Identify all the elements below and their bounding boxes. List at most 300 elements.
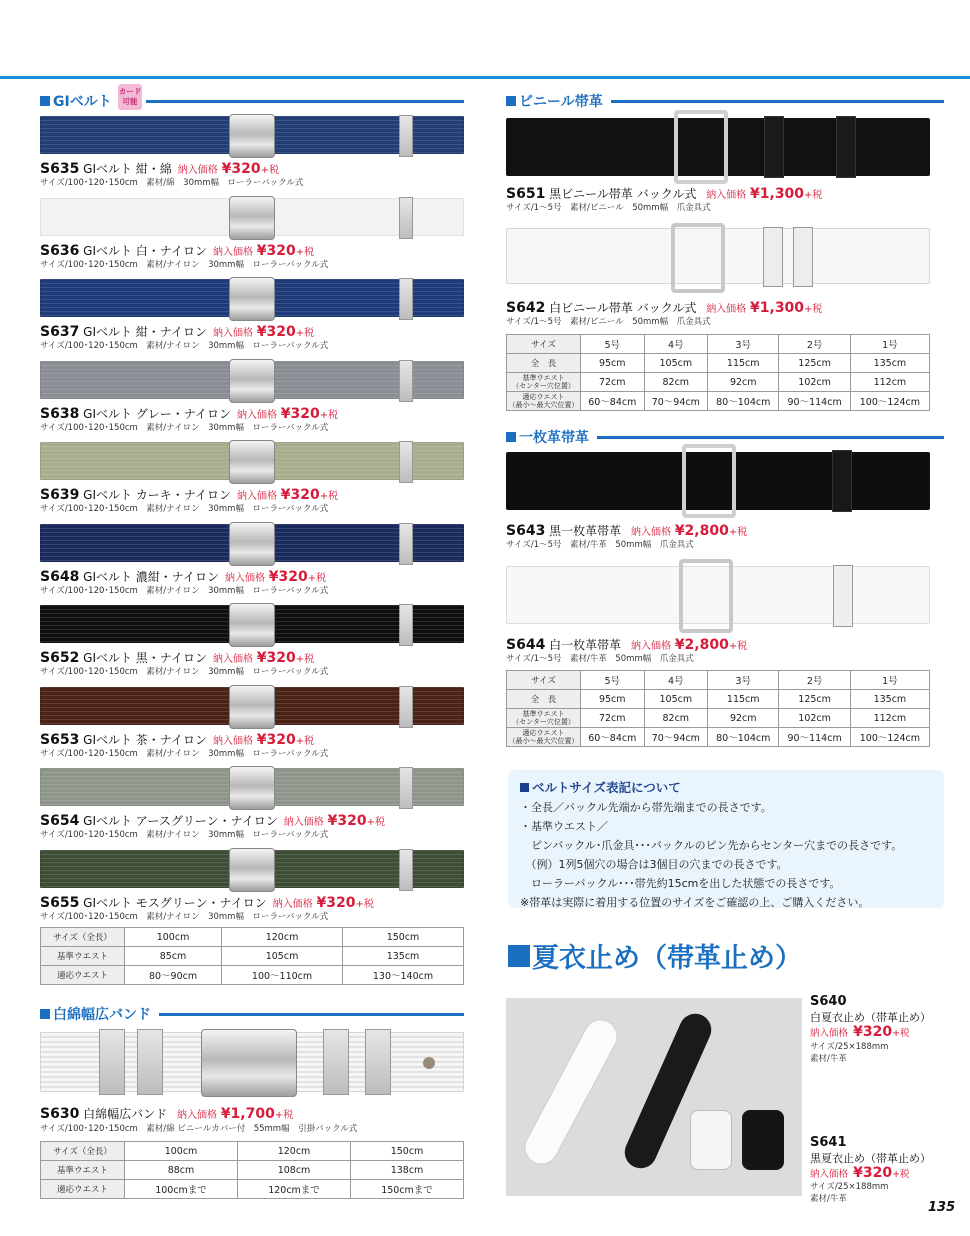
belt-image [40, 361, 464, 399]
product-spec: サイズ/1〜5号 素材/牛革 50mm幅 爪金具式 [506, 540, 694, 550]
badge-line: カード [118, 87, 142, 96]
product-name [40, 405, 338, 422]
product-name [40, 649, 314, 666]
product-name-s644 [506, 636, 747, 653]
price-label: 納入価格 [706, 304, 747, 315]
table-header: 150cm [351, 1142, 464, 1161]
table-header: 100cm [125, 928, 222, 947]
product-code: S637 [40, 324, 80, 340]
table-cell: 92cm [708, 373, 779, 392]
section-title: 一枚革帯革 [519, 430, 589, 446]
belt-image [40, 605, 464, 643]
product-code: S643 [506, 523, 546, 539]
price-value: ¥320 [853, 1165, 893, 1181]
belt-loop [399, 686, 413, 728]
table-header: 3号 [708, 671, 779, 690]
product-code: S654 [40, 813, 80, 829]
table-row [507, 392, 930, 411]
belt-buckle [229, 522, 275, 566]
product-code: S639 [40, 487, 80, 503]
belt-buckle [674, 110, 728, 184]
vinyl-size-table [506, 334, 930, 411]
table-header: 5号 [581, 335, 645, 354]
table-cell: 125cm [779, 690, 850, 709]
tax-label: +税 [295, 736, 315, 747]
black-clip-loop [742, 1110, 784, 1170]
price-label: 納入価格 [212, 736, 253, 747]
belt-loop [399, 604, 413, 646]
badge-line: 可能 [122, 97, 138, 106]
product-spec: サイズ/100･120･150cm 素材/綿 ビニールカバー付 55mm幅 引掛バックル式 [40, 1124, 358, 1134]
price-value: ¥1,300 [750, 300, 805, 316]
belt-buckle [201, 1029, 297, 1097]
table-header: サイズ（全長） [41, 928, 125, 947]
white-clip-image [518, 1013, 623, 1170]
note-line: ピンバックル･爪金具･･･バックルのピン先からセンター穴までの長さです。 [520, 839, 903, 852]
section-title: GIベルト [53, 94, 112, 110]
table-header: 4号 [644, 671, 708, 690]
table-cell: 70〜94cm [644, 392, 708, 411]
note-line: ・基準ウエスト／ [520, 820, 608, 833]
table-cell: 108cm [238, 1161, 351, 1180]
table-row [507, 373, 930, 392]
product-name [40, 242, 314, 259]
table-cell: 基準ウエスト [41, 947, 125, 966]
product-title: GIベルト 茶・ナイロン [83, 733, 207, 747]
table-cell: 90〜114cm [779, 728, 850, 747]
section-heading-white-cotton [40, 1005, 464, 1023]
price-value: ¥320 [221, 161, 261, 177]
belt-buckle [229, 766, 275, 810]
price-s641 [810, 1162, 910, 1181]
belt-loop [763, 227, 783, 287]
tax-label: +税 [804, 304, 823, 315]
row-label: （センター穴位置） [512, 718, 575, 726]
s630-size-table [40, 1141, 464, 1199]
product-code: S636 [40, 243, 80, 259]
product-title: GIベルト モスグリーン・ナイロン [83, 896, 267, 910]
belt-loop [399, 849, 413, 891]
price-value: ¥2,800 [674, 523, 729, 539]
table-cell: 120cmまで [238, 1180, 351, 1199]
product-spec: サイズ/100･120･150cm 素材/ナイロン 30mm幅 ローラーバックル式 [40, 423, 329, 433]
belt-loop [365, 1029, 391, 1095]
section-heading-vinyl [506, 92, 944, 110]
heading-square-icon [508, 945, 530, 967]
table-cell: 72cm [581, 709, 645, 728]
heading-square-icon [506, 432, 516, 442]
belt-loop [793, 227, 813, 287]
table-header: サイズ [507, 671, 581, 690]
product-title: GIベルト 紺・綿 [83, 162, 172, 176]
product-title: 黒一枚革帯革 [549, 524, 622, 538]
product-code: S653 [40, 732, 80, 748]
table-cell: 100〜124cm [850, 392, 929, 411]
belt-buckle [229, 440, 275, 484]
table-header: 2号 [779, 335, 850, 354]
tax-label: +税 [804, 190, 823, 201]
table-row [41, 1161, 464, 1180]
belt-buckle [682, 444, 736, 518]
belt-image [40, 850, 464, 888]
belt-loop [833, 565, 853, 627]
belt-buckle [229, 359, 275, 403]
belt-buckle [229, 685, 275, 729]
row-label: 適応ウエスト [522, 393, 565, 401]
belt-loop [399, 767, 413, 809]
belt-buckle [671, 223, 725, 293]
belt-buckle [229, 114, 275, 158]
price-label: 納入価格 [176, 1110, 217, 1121]
table-cell: 105cm [644, 354, 708, 373]
price-value: ¥320 [280, 406, 320, 422]
price-label: 納入価格 [236, 491, 277, 502]
table-row [41, 1180, 464, 1199]
price-value: ¥320 [853, 1024, 893, 1040]
belt-loop [137, 1029, 163, 1095]
note-line: ローラーバックル･･･帯先約15cmを出した状態での長さです。 [520, 877, 841, 890]
belt-image [40, 442, 464, 480]
product-name [40, 486, 338, 503]
product-spec: サイズ/1〜5号 素材/ビニール 50mm幅 爪金具式 [506, 203, 711, 213]
table-cell [507, 728, 581, 747]
product-name [40, 323, 314, 340]
price-label: 納入価格 [706, 190, 747, 201]
table-row [41, 966, 464, 985]
belt-size-note [508, 770, 944, 908]
table-cell: 100〜110cm [222, 966, 343, 985]
product-code: S651 [506, 186, 546, 202]
price-label: 納入価格 [272, 899, 313, 910]
price-value: ¥1,300 [750, 186, 805, 202]
table-cell: 150cmまで [351, 1180, 464, 1199]
product-title: GIベルト カーキ・ナイロン [83, 488, 231, 502]
table-header: 120cm [222, 928, 343, 947]
belt-image [40, 116, 464, 154]
price-value: ¥320 [280, 487, 320, 503]
product-name [40, 894, 374, 911]
tax-label: +税 [307, 573, 327, 584]
price-label: 納入価格 [810, 1169, 849, 1180]
belt-loop [832, 450, 852, 512]
leather-size-table [506, 670, 930, 747]
product-spec: サイズ/100･120･150cm 素材/ナイロン 30mm幅 ローラーバックル式 [40, 912, 329, 922]
belt-image [40, 279, 464, 317]
price-label: 納入価格 [212, 654, 253, 665]
product-spec: サイズ/100･120･150cm 素材/ナイロン 30mm幅 ローラーバックル式 [40, 667, 329, 677]
price-s640 [810, 1021, 910, 1040]
product-spec: サイズ/25×188mm [810, 1182, 889, 1192]
table-row [41, 1142, 464, 1161]
table-row [507, 728, 930, 747]
product-code: S644 [506, 637, 546, 653]
table-header: 120cm [238, 1142, 351, 1161]
price-value: ¥320 [327, 813, 367, 829]
table-cell [507, 373, 581, 392]
price-label: 納入価格 [810, 1028, 849, 1039]
product-code: S642 [506, 300, 546, 316]
tax-label: +税 [728, 641, 748, 652]
summer-clip-photo [506, 998, 802, 1196]
table-cell: 95cm [581, 354, 645, 373]
price-value: ¥2,800 [674, 637, 729, 653]
belt-loop [836, 116, 856, 178]
note-title: ベルトサイズ表記について [532, 780, 681, 795]
table-row [41, 928, 464, 947]
table-header: 3号 [708, 335, 779, 354]
product-spec: サイズ/1〜5号 素材/牛革 50mm幅 爪金具式 [506, 654, 694, 664]
table-cell [507, 709, 581, 728]
belt-loop [399, 115, 413, 157]
product-name-s630 [40, 1105, 293, 1122]
note-line: ※帯革は実際に着用する位置のサイズをご確認の上、ご購入ください。 [520, 896, 870, 909]
belt-loop [399, 197, 413, 239]
belt-loop [399, 523, 413, 565]
price-value: ¥320 [268, 569, 308, 585]
table-header: 5号 [581, 671, 645, 690]
price-value: ¥1,700 [220, 1106, 275, 1122]
table-cell: 135cm [850, 690, 929, 709]
table-cell: 112cm [850, 373, 929, 392]
row-label: 基準ウエスト [522, 710, 565, 718]
belt-loop [323, 1029, 349, 1095]
table-cell: 115cm [708, 690, 779, 709]
price-label: 納入価格 [224, 573, 265, 584]
product-spec: サイズ/25×188mm [810, 1042, 889, 1052]
note-line: （例）1列5個穴の場合は3個目の穴までの長さです。 [520, 858, 788, 871]
table-cell: 88cm [125, 1161, 238, 1180]
belt-image [40, 768, 464, 806]
product-name-s643 [506, 522, 747, 539]
product-spec: サイズ/100･120･150cm 素材/ナイロン 30mm幅 ローラーバックル式 [40, 749, 329, 759]
belt-buckle [229, 277, 275, 321]
product-title: GIベルト 白・ナイロン [83, 244, 207, 258]
product-title: GIベルト 紺・ナイロン [83, 325, 207, 339]
table-cell: 125cm [779, 354, 850, 373]
price-label: 納入価格 [630, 641, 671, 652]
price-label: 納入価格 [212, 247, 253, 258]
belt-buckle [229, 196, 275, 240]
belt-buckle [229, 848, 275, 892]
table-cell: 100cmまで [125, 1180, 238, 1199]
table-cell: 130〜140cm [343, 966, 464, 985]
table-header: 150cm [343, 928, 464, 947]
table-cell: 82cm [644, 709, 708, 728]
section-heading-summer [508, 936, 802, 975]
belt-buckle [679, 559, 733, 633]
tax-label: +税 [355, 899, 374, 910]
product-spec: 素材/牛革 [810, 1054, 847, 1064]
price-value: ¥320 [256, 732, 296, 748]
tax-label: +税 [295, 247, 315, 258]
product-title: 白ビニール帯革 バックル式 [549, 301, 697, 315]
belt-loop [399, 278, 413, 320]
belt-loop [399, 441, 413, 483]
product-name-s642 [506, 299, 822, 316]
table-cell: 80〜104cm [708, 728, 779, 747]
product-spec: サイズ/100･120･150cm 素材/綿 30mm幅 ローラーバックル式 [40, 178, 304, 188]
tax-label: +税 [366, 817, 385, 828]
product-title: GIベルト アースグリーン・ナイロン [83, 814, 278, 828]
table-cell: 105cm [644, 690, 708, 709]
product-spec: 素材/牛革 [810, 1194, 847, 1204]
tax-label: +税 [295, 654, 315, 665]
snap-button [423, 1057, 435, 1069]
table-cell: 80〜90cm [125, 966, 222, 985]
heading-square-icon [520, 783, 529, 792]
table-cell: 105cm [222, 947, 343, 966]
tax-label: +税 [728, 527, 748, 538]
product-code: S641 [810, 1135, 847, 1150]
table-header: 4号 [644, 335, 708, 354]
belt-image [40, 198, 464, 236]
tax-label: +税 [319, 410, 339, 421]
product-title: GIベルト グレー・ナイロン [83, 407, 231, 421]
table-cell: 138cm [351, 1161, 464, 1180]
belt-image [40, 687, 464, 725]
heading-rule [597, 436, 944, 439]
product-spec: サイズ/100･120･150cm 素材/ナイロン 30mm幅 ローラーバックル式 [40, 504, 329, 514]
price-value: ¥320 [316, 895, 356, 911]
section-title: ビニール帯革 [519, 94, 603, 110]
product-spec: サイズ/1〜5号 素材/ビニール 50mm幅 爪金具式 [506, 317, 711, 327]
table-cell: 72cm [581, 373, 645, 392]
table-cell: 100〜124cm [850, 728, 929, 747]
table-cell: 95cm [581, 690, 645, 709]
table-header: サイズ [507, 335, 581, 354]
table-cell: 82cm [644, 373, 708, 392]
tax-label: +税 [319, 491, 339, 502]
tax-label: +税 [274, 1110, 294, 1121]
heading-rule [159, 1013, 464, 1016]
tax-label: +税 [892, 1028, 910, 1039]
belt-loop [764, 116, 784, 178]
table-cell: 70〜94cm [644, 728, 708, 747]
product-name [40, 731, 314, 748]
product-name [40, 568, 326, 585]
row-label: 基準ウエスト [522, 374, 565, 382]
table-header: 1号 [850, 671, 929, 690]
page-number: 135 [928, 1200, 956, 1215]
table-header: 100cm [125, 1142, 238, 1161]
belt-loop [99, 1029, 125, 1095]
table-cell: 全 長 [507, 690, 581, 709]
white-clip-loop [690, 1110, 732, 1170]
table-cell: 102cm [779, 373, 850, 392]
price-label: 納入価格 [177, 165, 218, 176]
table-header: 1号 [850, 335, 929, 354]
product-spec: サイズ/100･120･150cm 素材/ナイロン 30mm幅 ローラーバックル式 [40, 830, 329, 840]
row-label: （最小〜最大穴位置） [508, 401, 579, 409]
product-spec: サイズ/100･120･150cm 素材/ナイロン 30mm幅 ローラーバックル式 [40, 260, 329, 270]
row-label: （最小〜最大穴位置） [508, 737, 579, 745]
product-title: 白綿幅広バンド [83, 1107, 168, 1121]
table-cell: 60〜84cm [581, 728, 645, 747]
product-spec: サイズ/100･120･150cm 素材/ナイロン 30mm幅 ローラーバックル式 [40, 586, 329, 596]
table-cell: 115cm [708, 354, 779, 373]
belt-image-s630 [40, 1032, 464, 1092]
tax-label: +税 [892, 1169, 910, 1180]
heading-rule [611, 100, 944, 103]
table-cell: 80〜104cm [708, 392, 779, 411]
table-header: サイズ（全長） [41, 1142, 125, 1161]
table-cell: 60〜84cm [581, 392, 645, 411]
product-code: S655 [40, 895, 80, 911]
product-name-s651 [506, 185, 822, 202]
note-line: ・全長／バックル先端から帯先端までの長さです。 [520, 801, 772, 814]
tax-label: +税 [295, 328, 315, 339]
table-cell: 基準ウエスト [41, 1161, 125, 1180]
table-row [507, 335, 930, 354]
price-label: 納入価格 [212, 328, 253, 339]
section-title: 白綿幅広バンド [53, 1007, 151, 1023]
table-row [507, 709, 930, 728]
product-code: S652 [40, 650, 80, 666]
tax-label: +税 [260, 165, 279, 176]
product-title: GIベルト 濃紺・ナイロン [83, 570, 219, 584]
product-title: 黒ビニール帯革 バックル式 [549, 187, 697, 201]
price-label: 納入価格 [236, 410, 277, 421]
heading-square-icon [40, 1009, 50, 1019]
price-label: 納入価格 [630, 527, 671, 538]
table-cell: 90〜114cm [779, 392, 850, 411]
product-title: 白一枚革帯革 [549, 638, 622, 652]
price-label: 納入価格 [283, 817, 324, 828]
card-payment-badge [118, 84, 142, 110]
table-row [507, 354, 930, 373]
price-value: ¥320 [256, 650, 296, 666]
gi-size-table [40, 927, 464, 985]
row-label: 適応ウエスト [522, 729, 565, 737]
belt-image-s642 [506, 228, 930, 284]
belt-image [40, 524, 464, 562]
table-cell: 135cm [343, 947, 464, 966]
product-code: S640 [810, 994, 847, 1009]
table-row [507, 671, 930, 690]
product-code: S638 [40, 406, 80, 422]
product-code: S635 [40, 161, 80, 177]
belt-image-s644 [506, 566, 930, 624]
table-row [507, 690, 930, 709]
belt-buckle [229, 603, 275, 647]
heading-square-icon [506, 96, 516, 106]
product-code: S648 [40, 569, 80, 585]
table-row [41, 947, 464, 966]
table-header: 2号 [779, 671, 850, 690]
product-spec: サイズ/100･120･150cm 素材/ナイロン 30mm幅 ローラーバックル式 [40, 341, 329, 351]
product-code: S630 [40, 1106, 80, 1122]
price-value: ¥320 [256, 243, 296, 259]
belt-loop [399, 360, 413, 402]
product-name [40, 812, 385, 829]
table-cell: 102cm [779, 709, 850, 728]
table-cell [507, 392, 581, 411]
belt-image-s643 [506, 452, 930, 510]
table-cell: 全 長 [507, 354, 581, 373]
heading-square-icon [40, 96, 50, 106]
price-value: ¥320 [256, 324, 296, 340]
table-cell: 適応ウエスト [41, 966, 125, 985]
product-name [40, 160, 279, 177]
heading-rule [146, 100, 464, 103]
table-cell: 135cm [850, 354, 929, 373]
product-title: 白夏衣止め（帯革止め） [810, 1011, 931, 1024]
note-heading [520, 778, 932, 796]
table-cell: 適応ウエスト [41, 1180, 125, 1199]
belt-image-s651 [506, 118, 930, 176]
section-heading-gi [40, 92, 464, 110]
row-label: （センター穴位置） [512, 382, 575, 390]
